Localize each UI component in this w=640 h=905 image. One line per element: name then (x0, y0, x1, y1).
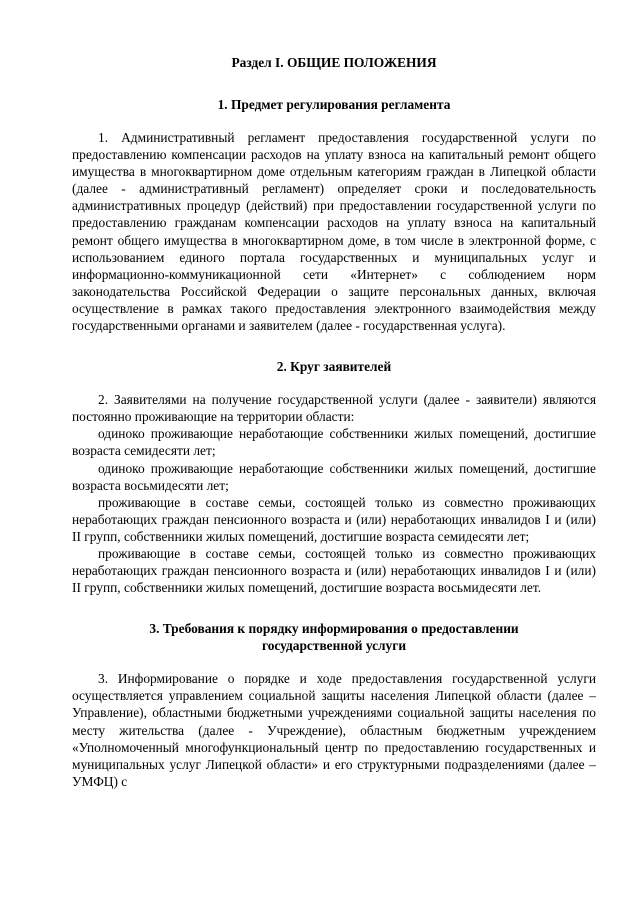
section-title: Раздел I. ОБЩИЕ ПОЛОЖЕНИЯ (231, 55, 437, 70)
heading-subject-of-regulation: 1. Предмет регулирования регламента (217, 97, 451, 112)
heading-informing-requirements (72, 620, 596, 654)
applicant-category-4: проживающие в составе семьи, состоящей только из совместно проживающих неработающих граждан пенсионного возраста и (или) неработающих инвалидов I и (или) II групп, собственники жилых помещений, достигшие возраста восьмидесяти лет. (72, 545, 596, 596)
applicant-category-2: одиноко проживающие неработающие собственники жилых помещений, достигшие возраста восьмидесяти лет; (72, 460, 596, 493)
heading-line-1: 3. Требования к порядку информирования о предоставлении (149, 621, 519, 637)
paragraph-2: 2. Заявителями на получение государственной услуги (далее - заявители) являются постоянно проживающие на территории области: (72, 392, 596, 425)
heading-line-2: государственной услуги (261, 638, 407, 654)
applicant-category-1: одиноко проживающие неработающие собственники жилых помещений, достигшие возраста семидесяти лет; (72, 426, 596, 459)
heading-applicants: 2. Круг заявителей (276, 359, 392, 375)
paragraph-3: 3. Информирование о порядке и ходе предоставления государственной услуги осуществляется управлением социальной защиты населения Липецкой области (далее – Управление), областными бюджетными учреждениями социальной защиты населения по месту жительства (далее - Учреждение), областным бюджетным учреждением «Уполномоченный многофункциональный центр по предоставлению государственных и муниципальных услуг Липецкой области» и его структурными подразделениями (далее – УМФЦ) с (72, 671, 596, 789)
applicant-category-3: проживающие в составе семьи, состоящей только из совместно проживающих неработающих граждан пенсионного возраста и (или) неработающих инвалидов I и (или) II групп, собственники жилых помещений, достигшие возраста семидесяти лет; (72, 494, 596, 544)
paragraph-1: 1. Административный регламент предоставления государственной услуги по предоставлению компенсации расходов на уплату взноса на капитальный ремонт общего имущества в многоквартирном доме отдельным категориям граждан в Липецкой области (далее - административный регламент) определяет сроки и последовательность административных процедур (действий) при предоставлении государственной услуги по предоставлению гражданам компенсации расходов на уплату взноса на капитальный ремонт общего имущества в многоквартирном доме, в том числе в электронной форме, с использованием единого портала государственных и муниципальных услуг и информационно-коммуникационной сети «Интернет» с соблюдением норм законодательства Российской Федерации о защите персональных данных, включая осуществление в рамках такого предоставления электронного взаимодействия между государственными органами и заявителем (далее - государственная услуга). (72, 130, 596, 334)
